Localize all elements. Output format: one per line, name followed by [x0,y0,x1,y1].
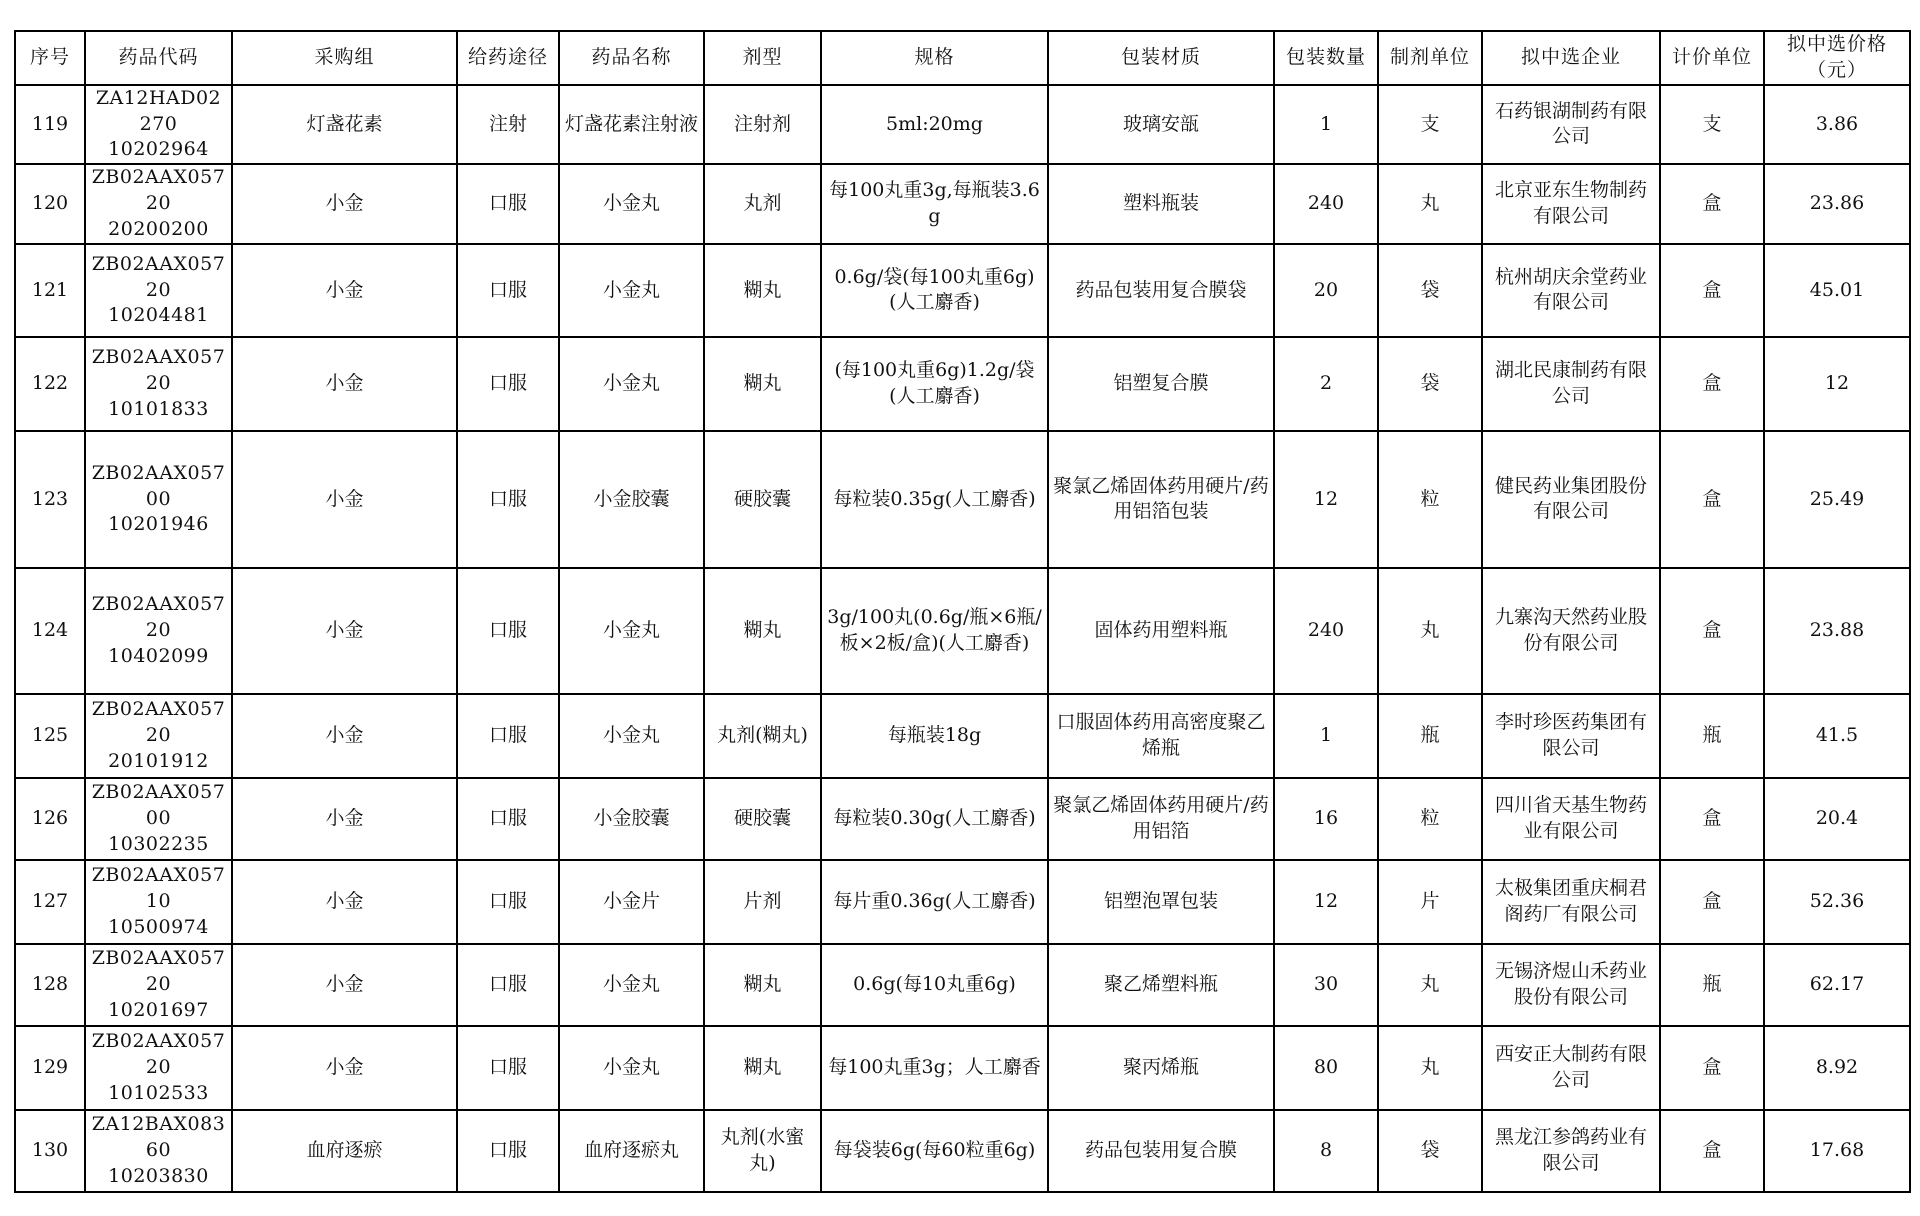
cell-spec: 0.6g/袋(每100丸重6g)(人工麝香) [821,244,1048,337]
cell-name: 小金丸 [559,568,704,694]
cell-material: 聚氯乙烯固体药用硬片/药用铝箔包装 [1048,431,1274,568]
drug-price-table-sheet [14,30,1911,1193]
cell-qty: 240 [1274,568,1378,694]
cell-name: 小金丸 [559,944,704,1026]
cell-company: 李时珍医药集团有限公司 [1482,694,1660,778]
table-row [15,337,1910,431]
cell-code-part2: 10102533 [108,1081,209,1104]
cell-price-unit: 瓶 [1660,944,1764,1026]
cell-unit: 丸 [1378,568,1482,694]
cell-spec: 每粒装0.30g(人工麝香) [821,778,1048,860]
cell-no: 124 [15,568,85,694]
cell-company: 九寨沟天然药业股份有限公司 [1482,568,1660,694]
cell-price-unit: 盒 [1660,164,1764,244]
cell-qty: 12 [1274,860,1378,944]
cell-spec: 3g/100丸(0.6g/瓶×6瓶/板×2板/盒)(人工麝香) [821,568,1048,694]
cell-code-part1: ZB02AAX05720 [91,166,226,215]
header-unit: 制剂单位 [1378,31,1482,85]
cell-company: 北京亚东生物制药有限公司 [1482,164,1660,244]
cell-unit: 袋 [1378,337,1482,431]
cell-code-part1: ZB02AAX05720 [91,593,226,642]
cell-code-part2: 20101912 [108,749,209,772]
cell-form: 糊丸 [704,244,821,337]
cell-no: 123 [15,431,85,568]
header-form: 剂型 [704,31,821,85]
cell-code [85,244,232,337]
cell-code-part1: ZB02AAX05710 [91,864,226,913]
cell-spec: (每100丸重6g)1.2g/袋(人工麝香) [821,337,1048,431]
cell-spec: 每100丸重3g,每瓶装3.6g [821,164,1048,244]
header-material: 包装材质 [1048,31,1274,85]
cell-name: 小金丸 [559,244,704,337]
cell-code-part1: ZB02AAX05720 [91,252,226,301]
cell-company: 四川省天基生物药业有限公司 [1482,778,1660,860]
cell-qty: 8 [1274,1110,1378,1192]
cell-material: 玻璃安瓿 [1048,85,1274,164]
cell-group: 小金 [232,164,457,244]
cell-route: 口服 [457,244,559,337]
cell-code-part1: ZB02AAX05720 [91,947,226,996]
cell-form: 糊丸 [704,1026,821,1110]
cell-code [85,944,232,1026]
cell-unit: 丸 [1378,944,1482,1026]
cell-price: 23.86 [1764,164,1910,244]
header-name: 药品名称 [559,31,704,85]
header-spec: 规格 [821,31,1048,85]
cell-code-part1: ZB02AAX05700 [91,461,226,510]
cell-code-part1: ZA12HAD02270 [95,87,222,135]
cell-price-unit: 盒 [1660,860,1764,944]
cell-form: 注射剂 [704,85,821,164]
cell-company: 西安正大制药有限公司 [1482,1026,1660,1110]
cell-qty: 1 [1274,694,1378,778]
cell-code [85,860,232,944]
cell-group: 小金 [232,694,457,778]
cell-route: 口服 [457,1026,559,1110]
cell-qty: 12 [1274,431,1378,568]
cell-spec: 0.6g(每10丸重6g) [821,944,1048,1026]
cell-no: 121 [15,244,85,337]
cell-route: 口服 [457,431,559,568]
cell-qty: 1 [1274,85,1378,164]
cell-code [85,164,232,244]
cell-code [85,337,232,431]
cell-material: 药品包装用复合膜 [1048,1110,1274,1192]
cell-unit: 粒 [1378,778,1482,860]
cell-price: 45.01 [1764,244,1910,337]
cell-price: 62.17 [1764,944,1910,1026]
cell-material: 聚丙烯瓶 [1048,1026,1274,1110]
cell-qty: 16 [1274,778,1378,860]
cell-price-unit: 盒 [1660,1110,1764,1192]
cell-code-part2: 10201946 [108,513,209,536]
cell-name: 灯盏花素注射液 [559,85,704,164]
cell-code-part1: ZB02AAX05720 [91,698,226,747]
cell-price: 52.36 [1764,860,1910,944]
cell-form: 片剂 [704,860,821,944]
cell-company: 无锡济煜山禾药业股份有限公司 [1482,944,1660,1026]
table-row [15,431,1910,568]
cell-form: 丸剂 [704,164,821,244]
cell-no: 125 [15,694,85,778]
cell-route: 注射 [457,85,559,164]
table-row [15,85,1910,164]
cell-code-part2: 10202964 [108,138,209,161]
cell-group: 小金 [232,568,457,694]
cell-company: 健民药业集团股份有限公司 [1482,431,1660,568]
table-row [15,244,1910,337]
header-no: 序号 [15,31,85,85]
cell-unit: 袋 [1378,244,1482,337]
cell-unit: 袋 [1378,1110,1482,1192]
cell-price: 8.92 [1764,1026,1910,1110]
table-row [15,1110,1910,1192]
header-group: 采购组 [232,31,457,85]
header-price-unit: 计价单位 [1660,31,1764,85]
cell-code-part1: ZB02AAX05720 [91,1030,226,1079]
cell-form: 糊丸 [704,568,821,694]
cell-code-part2: 20200200 [108,217,209,240]
cell-unit: 粒 [1378,431,1482,568]
cell-group: 小金 [232,1026,457,1110]
cell-route: 口服 [457,337,559,431]
cell-no: 122 [15,337,85,431]
cell-material: 药品包装用复合膜袋 [1048,244,1274,337]
cell-price: 20.4 [1764,778,1910,860]
cell-price-unit: 盒 [1660,568,1764,694]
cell-code-part2: 10500974 [108,915,209,938]
cell-code-part1: ZB02AAX05720 [91,346,226,395]
cell-code [85,431,232,568]
cell-route: 口服 [457,164,559,244]
cell-code-part2: 10203830 [108,1164,209,1187]
cell-material: 塑料瓶装 [1048,164,1274,244]
cell-no: 130 [15,1110,85,1192]
cell-form: 糊丸 [704,337,821,431]
cell-price: 41.5 [1764,694,1910,778]
cell-material: 固体药用塑料瓶 [1048,568,1274,694]
header-company: 拟中选企业 [1482,31,1660,85]
cell-spec: 每100丸重3g；人工麝香 [821,1026,1048,1110]
cell-code [85,1026,232,1110]
cell-code [85,1110,232,1192]
cell-name: 小金胶囊 [559,778,704,860]
cell-name: 小金丸 [559,694,704,778]
cell-price-unit: 盒 [1660,431,1764,568]
cell-price: 25.49 [1764,431,1910,568]
cell-material: 聚氯乙烯固体药用硬片/药用铝箔 [1048,778,1274,860]
cell-price: 12 [1764,337,1910,431]
drug-price-table [14,30,1911,1193]
cell-group: 小金 [232,944,457,1026]
cell-spec: 5ml:20mg [821,85,1048,164]
cell-spec: 每粒装0.35g(人工麝香) [821,431,1048,568]
table-row [15,1026,1910,1110]
cell-code [85,778,232,860]
header-code: 药品代码 [85,31,232,85]
cell-qty: 30 [1274,944,1378,1026]
cell-company: 石药银湖制药有限公司 [1482,85,1660,164]
cell-code [85,85,232,164]
cell-route: 口服 [457,860,559,944]
cell-price: 17.68 [1764,1110,1910,1192]
cell-unit: 丸 [1378,164,1482,244]
cell-form: 糊丸 [704,944,821,1026]
cell-spec: 每片重0.36g(人工麝香) [821,860,1048,944]
cell-unit: 支 [1378,85,1482,164]
table-row [15,860,1910,944]
header-qty: 包装数量 [1274,31,1378,85]
cell-code [85,694,232,778]
cell-group: 小金 [232,337,457,431]
cell-unit: 片 [1378,860,1482,944]
cell-company: 湖北民康制药有限公司 [1482,337,1660,431]
cell-route: 口服 [457,1110,559,1192]
cell-no: 128 [15,944,85,1026]
cell-material: 铝塑复合膜 [1048,337,1274,431]
cell-code-part1: ZB02AAX05700 [91,781,226,830]
cell-code-part1: ZA12BAX08360 [91,1113,226,1162]
cell-qty: 20 [1274,244,1378,337]
cell-no: 127 [15,860,85,944]
cell-code-part2: 10302235 [108,832,209,855]
cell-no: 129 [15,1026,85,1110]
cell-form: 丸剂(糊丸) [704,694,821,778]
cell-no: 119 [15,85,85,164]
cell-code-part2: 10201697 [108,998,209,1021]
cell-spec: 每袋装6g(每60粒重6g) [821,1110,1048,1192]
cell-group: 小金 [232,860,457,944]
cell-form: 硬胶囊 [704,431,821,568]
cell-code-part2: 10204481 [108,304,209,327]
cell-route: 口服 [457,694,559,778]
cell-qty: 80 [1274,1026,1378,1110]
cell-no: 126 [15,778,85,860]
cell-company: 杭州胡庆余堂药业有限公司 [1482,244,1660,337]
cell-price-unit: 支 [1660,85,1764,164]
cell-name: 血府逐瘀丸 [559,1110,704,1192]
cell-group: 灯盏花素 [232,85,457,164]
cell-price-unit: 盒 [1660,244,1764,337]
cell-qty: 2 [1274,337,1378,431]
cell-company: 太极集团重庆桐君阁药厂有限公司 [1482,860,1660,944]
cell-group: 小金 [232,431,457,568]
cell-unit: 瓶 [1378,694,1482,778]
cell-group: 小金 [232,244,457,337]
cell-form: 丸剂(水蜜丸) [704,1110,821,1192]
table-row [15,568,1910,694]
cell-unit: 丸 [1378,1026,1482,1110]
cell-group: 小金 [232,778,457,860]
cell-material: 聚乙烯塑料瓶 [1048,944,1274,1026]
cell-name: 小金丸 [559,164,704,244]
cell-price: 3.86 [1764,85,1910,164]
cell-material: 口服固体药用高密度聚乙烯瓶 [1048,694,1274,778]
cell-name: 小金丸 [559,337,704,431]
cell-group: 血府逐瘀 [232,1110,457,1192]
cell-price-unit: 盒 [1660,337,1764,431]
cell-price-unit: 瓶 [1660,694,1764,778]
header-route: 给药途径 [457,31,559,85]
cell-name: 小金胶囊 [559,431,704,568]
cell-code-part2: 10402099 [108,644,209,667]
cell-spec: 每瓶装18g [821,694,1048,778]
cell-no: 120 [15,164,85,244]
cell-price-unit: 盒 [1660,1026,1764,1110]
cell-qty: 240 [1274,164,1378,244]
cell-code [85,568,232,694]
cell-material: 铝塑泡罩包装 [1048,860,1274,944]
table-row [15,164,1910,244]
cell-route: 口服 [457,568,559,694]
cell-form: 硬胶囊 [704,778,821,860]
cell-company: 黑龙江参鸽药业有限公司 [1482,1110,1660,1192]
cell-name: 小金丸 [559,1026,704,1110]
cell-price-unit: 盒 [1660,778,1764,860]
cell-price: 23.88 [1764,568,1910,694]
cell-name: 小金片 [559,860,704,944]
table-row [15,778,1910,860]
cell-route: 口服 [457,778,559,860]
cell-code-part2: 10101833 [108,397,209,420]
cell-route: 口服 [457,944,559,1026]
header-row [15,31,1910,85]
header-price: 拟中选价格（元） [1764,31,1910,85]
table-row [15,694,1910,778]
table-row [15,944,1910,1026]
